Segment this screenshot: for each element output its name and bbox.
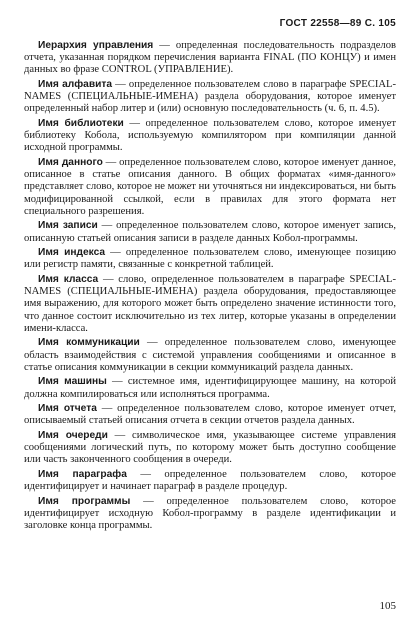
glossary-definition: — определенное пользователем слово, которое именует данное, описанное в статье описания данного. В общих форматах «имя-данного» представляет слово, которое не может ни уточняться ни индексироваться, ни быть модифицированной ссылкой, если в правилах для этого формата нет специального разрешения. [24,157,396,217]
glossary-definition: — определенное пользователем слово, именующее область взаимодействия с системой управления сообщениями и описанное в статье описания коммуникации в секции коммуникаций раздела данных. [24,337,396,373]
glossary-entry [24,157,396,218]
glossary-term: Имя алфавита [38,79,113,90]
glossary-term: Имя класса [38,274,99,285]
glossary-definition: — символическое имя, указывающее системе управления сообщениями логический путь, по которому может быть доступно сообщение или часть законченного сообщения в очереди. [24,430,396,466]
glossary-term: Имя очереди [38,430,108,441]
glossary-term: Имя параграфа [38,469,127,480]
glossary-entry [24,469,396,493]
glossary-definition: — слово, определенное пользователем в параграфе SPECIAL-NAMES (СПЕЦИАЛЬНЫЕ-ИМЕНА) раздела оборудования, предоставляющее имя выражению, для которого может быть определено значение истинности того, что данное состоит исключительно из тех литер, которые указаны в определении имени-класса. [24,274,396,334]
glossary-definition: — определенное пользователем слово, именующее позицию или регистр памяти, связанные с конкретной таблицей. [24,247,396,271]
glossary-entry [24,40,396,77]
glossary-entry [24,496,396,533]
glossary-definition: — определенное пользователем слово, которое идентифицирует исходную Кобол-программу в разделе идентификации и заголовке конца программы. [24,495,396,532]
glossary-body [24,40,396,535]
glossary-term: Имя машины [38,376,107,388]
glossary-definition: — определенное пользователем слово, которое именует запись, описанную статьей описания записи в разделе данных Кобол-программы. [24,220,396,244]
glossary-entry [24,430,396,467]
glossary-term: Имя библиотеки [38,118,124,129]
glossary-term: Имя данного [38,157,103,168]
glossary-definition: — определенная последовательность подразделов отчета, указанная порядком перечисления варианта FINAL (ПО КОНЦУ) и имен данных во фразе CONTROL (УПРАВЛЕНИЕ). [24,40,396,76]
glossary-entry [24,220,396,244]
glossary-term: Имя коммуникации [38,337,140,349]
glossary-entry [24,376,396,400]
glossary-term: Имя индекса [38,247,106,259]
glossary-entry [24,247,396,271]
glossary-term: Имя программы [38,495,131,507]
glossary-entry [24,403,396,427]
glossary-entry [24,79,396,116]
glossary-definition: — определенное пользователем слово в параграфе SPECIAL-NAMES (СПЕЦИАЛЬНЫЕ-ИМЕНА) раздела оборудования, которое именует определенный набор литер и (или) основную последовательность (ч. 6, п. 4.5). [24,79,396,115]
glossary-entry [24,274,396,335]
glossary-definition: — определенное пользователем слово, которое именует отчет, описываемый статьей описания отчета в секции отчетов раздела данных. [24,403,396,427]
page-number: 105 [379,600,396,612]
page-header: ГОСТ 22558—89 С. 105 [279,18,396,29]
glossary-term: Имя отчета [38,403,97,415]
glossary-term: Иерархия управления [38,40,154,51]
glossary-entry [24,118,396,155]
glossary-definition: — системное имя, идентифицирующее машину, на которой должна компилироваться или исполняться программа. [24,376,396,400]
glossary-entry [24,337,396,374]
glossary-term: Имя записи [38,220,98,232]
glossary-definition: — определенное пользователем слово, которое идентифицирует и начинает параграф в разделе процедур. [24,469,396,493]
glossary-definition: — определенное пользователем слово, которое именует библиотеку Кобола, используемую компилятором при компиляции данной исходной программы. [24,118,396,154]
